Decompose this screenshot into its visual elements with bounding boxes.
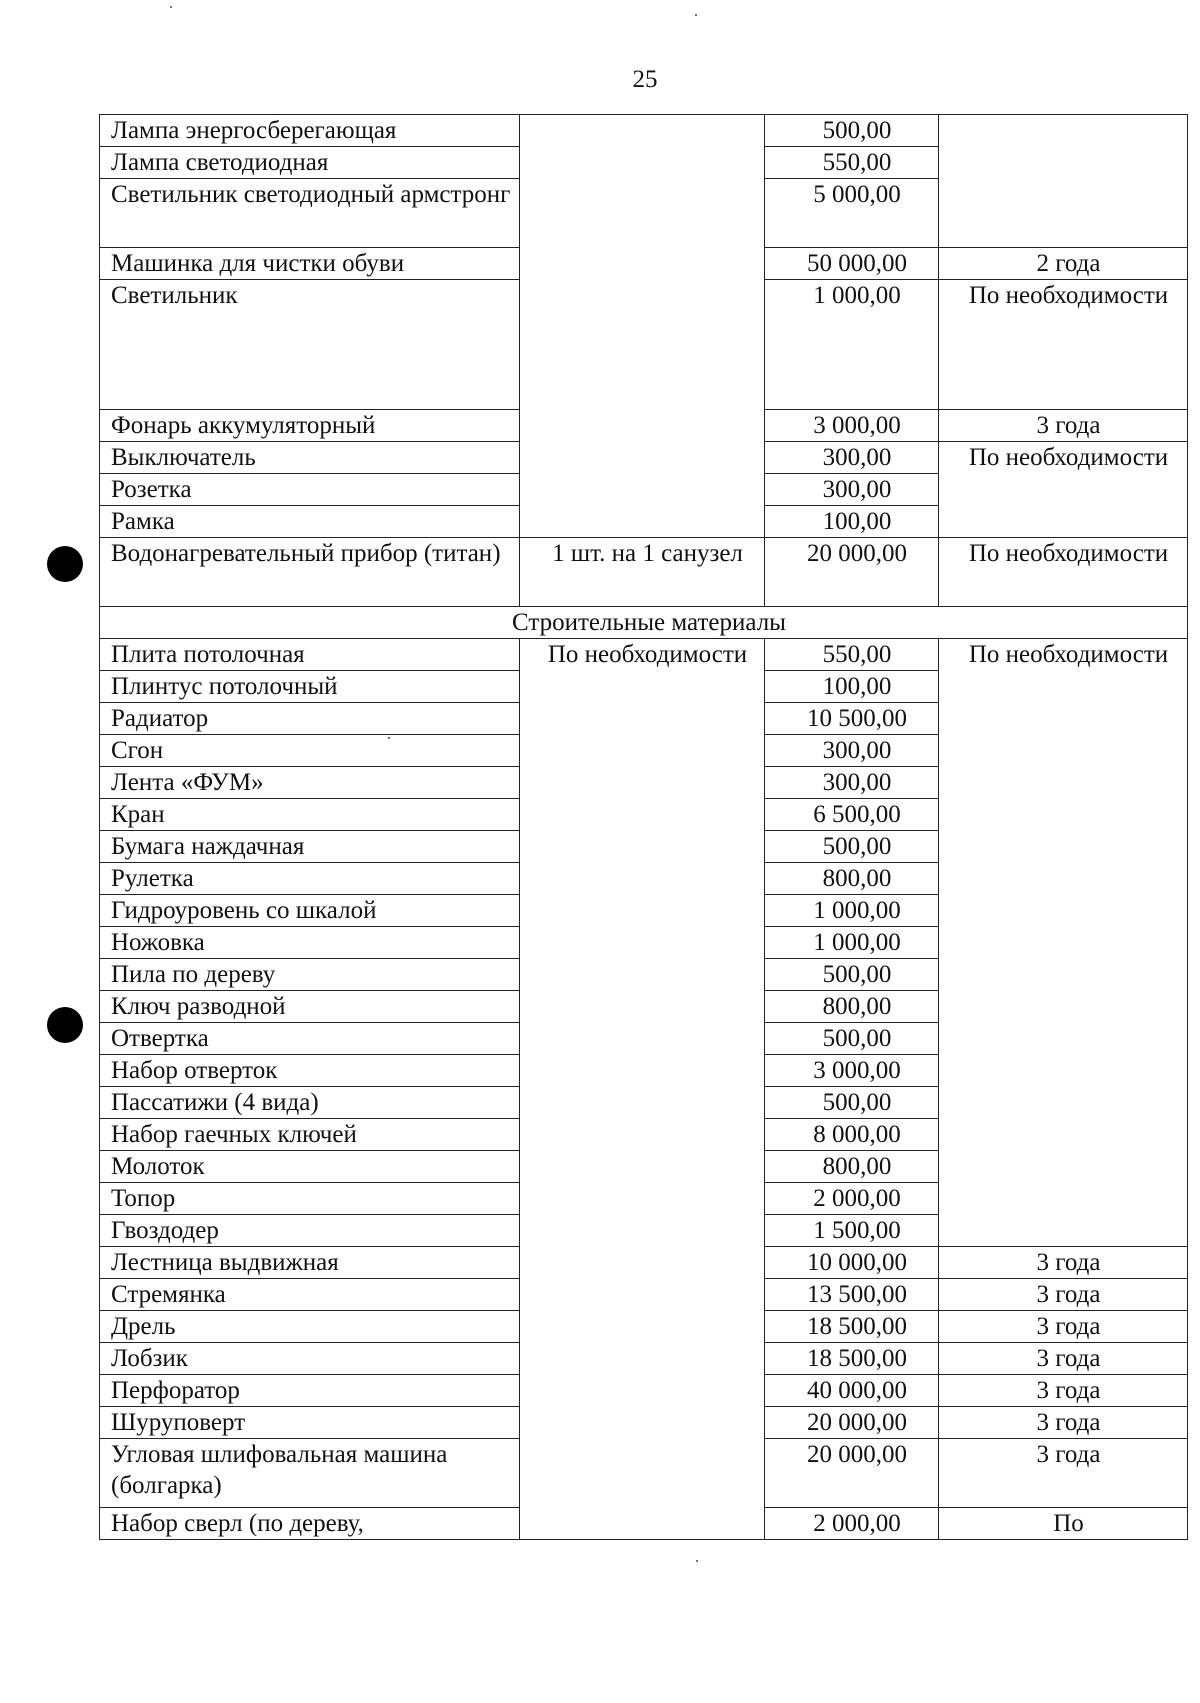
table-row: [100, 639, 1188, 671]
item-name: Стремянка: [100, 1279, 520, 1311]
item-norm: 1 шт. на 1 санузел: [520, 538, 765, 607]
item-name: Водонагревательный прибор (титан): [100, 538, 520, 607]
item-name: Светильник светодиодный армстронг: [100, 179, 520, 248]
item-period: 3 года: [939, 1439, 1188, 1508]
item-name: Угловая шлифовальная машина (болгарка): [100, 1439, 520, 1508]
item-price: 300,00: [765, 735, 939, 767]
group-period: По необходимости: [939, 639, 1188, 1247]
item-name: Радиатор: [100, 703, 520, 735]
item-period: 3 года: [939, 1343, 1188, 1375]
item-name: Кран: [100, 799, 520, 831]
item-price: 3 000,00: [765, 1055, 939, 1087]
item-name: Фонарь аккумуляторный: [100, 410, 520, 442]
item-price: 2 000,00: [765, 1183, 939, 1215]
item-price: 20 000,00: [765, 538, 939, 607]
item-name: Шуруповерт: [100, 1407, 520, 1439]
item-price: 10 000,00: [765, 1247, 939, 1279]
item-price: 100,00: [765, 671, 939, 703]
item-price: 300,00: [765, 767, 939, 799]
item-price: 500,00: [765, 831, 939, 863]
norm-cell-empty: [520, 115, 765, 538]
section-row: [100, 607, 1188, 639]
item-period: 3 года: [939, 1375, 1188, 1407]
item-price: 1 000,00: [765, 895, 939, 927]
item-name: Топор: [100, 1183, 520, 1215]
item-price: 1 000,00: [765, 280, 939, 410]
scan-speck: [170, 6, 172, 8]
item-price: 300,00: [765, 442, 939, 474]
item-period: 3 года: [939, 1279, 1188, 1311]
item-name: Дрель: [100, 1311, 520, 1343]
item-name: Рулетка: [100, 863, 520, 895]
period-cell-empty: [939, 115, 1188, 248]
item-period: 3 года: [939, 1407, 1188, 1439]
item-price: 40 000,00: [765, 1375, 939, 1407]
item-price: 6 500,00: [765, 799, 939, 831]
item-name: Набор сверл (по дереву,: [100, 1508, 520, 1540]
item-price: 5 000,00: [765, 179, 939, 248]
item-name: Отвертка: [100, 1023, 520, 1055]
item-period: 3 года: [939, 1247, 1188, 1279]
item-price: 800,00: [765, 991, 939, 1023]
scan-speck: [695, 14, 697, 16]
item-price: 550,00: [765, 147, 939, 179]
item-price: 20 000,00: [765, 1407, 939, 1439]
item-name: Бумага наждачная: [100, 831, 520, 863]
item-name: Набор гаечных ключей: [100, 1119, 520, 1151]
item-name: Перфоратор: [100, 1375, 520, 1407]
item-name: Розетка: [100, 474, 520, 506]
item-period: По: [939, 1508, 1188, 1540]
item-price: 20 000,00: [765, 1439, 939, 1508]
item-period: По необходимости: [939, 280, 1188, 410]
item-price: 1 000,00: [765, 927, 939, 959]
item-name: Пила по дереву: [100, 959, 520, 991]
item-price: 300,00: [765, 474, 939, 506]
item-price: 100,00: [765, 506, 939, 538]
item-name: Гидроуровень со шкалой: [100, 895, 520, 927]
item-price: 3 000,00: [765, 410, 939, 442]
scan-speck: [696, 1560, 698, 1562]
section-norm: По необходимости: [520, 639, 765, 1540]
item-name: Лестница выдвижная: [100, 1247, 520, 1279]
item-price: 500,00: [765, 115, 939, 147]
table-row: [100, 538, 1188, 607]
item-name: Светильник: [100, 280, 520, 410]
item-price: 800,00: [765, 863, 939, 895]
item-name: Рамка: [100, 506, 520, 538]
item-name: Лампа энергосберегающая: [100, 115, 520, 147]
item-price: 10 500,00: [765, 703, 939, 735]
item-name: Лобзик: [100, 1343, 520, 1375]
item-price: 500,00: [765, 1087, 939, 1119]
punch-hole-mark: [47, 546, 83, 582]
item-name: Сгон: [100, 735, 520, 767]
item-name: Пассатижи (4 вида): [100, 1087, 520, 1119]
item-name: Лампа светодиодная: [100, 147, 520, 179]
item-name: Плинтус потолочный: [100, 671, 520, 703]
item-price: 2 000,00: [765, 1508, 939, 1540]
item-name: Молоток: [100, 1151, 520, 1183]
item-price: 500,00: [765, 959, 939, 991]
item-name: Гвоздодер: [100, 1215, 520, 1247]
item-price: 500,00: [765, 1023, 939, 1055]
item-name: Ключ разводной: [100, 991, 520, 1023]
item-period: По необходимости: [939, 538, 1188, 607]
group-period: По необходимости: [939, 442, 1188, 538]
item-price: 18 500,00: [765, 1311, 939, 1343]
item-price: 550,00: [765, 639, 939, 671]
item-period: 2 года: [939, 248, 1188, 280]
item-name: Ножовка: [100, 927, 520, 959]
section-title: Строительные материалы: [100, 607, 1188, 639]
item-name: Набор отверток: [100, 1055, 520, 1087]
item-price: 8 000,00: [765, 1119, 939, 1151]
item-name: Плита потолочная: [100, 639, 520, 671]
item-period: 3 года: [939, 1311, 1188, 1343]
item-price: 18 500,00: [765, 1343, 939, 1375]
item-price: 13 500,00: [765, 1279, 939, 1311]
page-number: 25: [632, 66, 658, 93]
punch-hole-mark: [47, 1007, 83, 1043]
table-row: [100, 115, 1188, 147]
item-price: 1 500,00: [765, 1215, 939, 1247]
item-name: Лента «ФУМ»: [100, 767, 520, 799]
item-price: 800,00: [765, 1151, 939, 1183]
item-name: Выключатель: [100, 442, 520, 474]
item-price: 50 000,00: [765, 248, 939, 280]
item-period: 3 года: [939, 410, 1188, 442]
equipment-table: [99, 114, 1188, 1540]
item-name: Машинка для чистки обуви: [100, 248, 520, 280]
